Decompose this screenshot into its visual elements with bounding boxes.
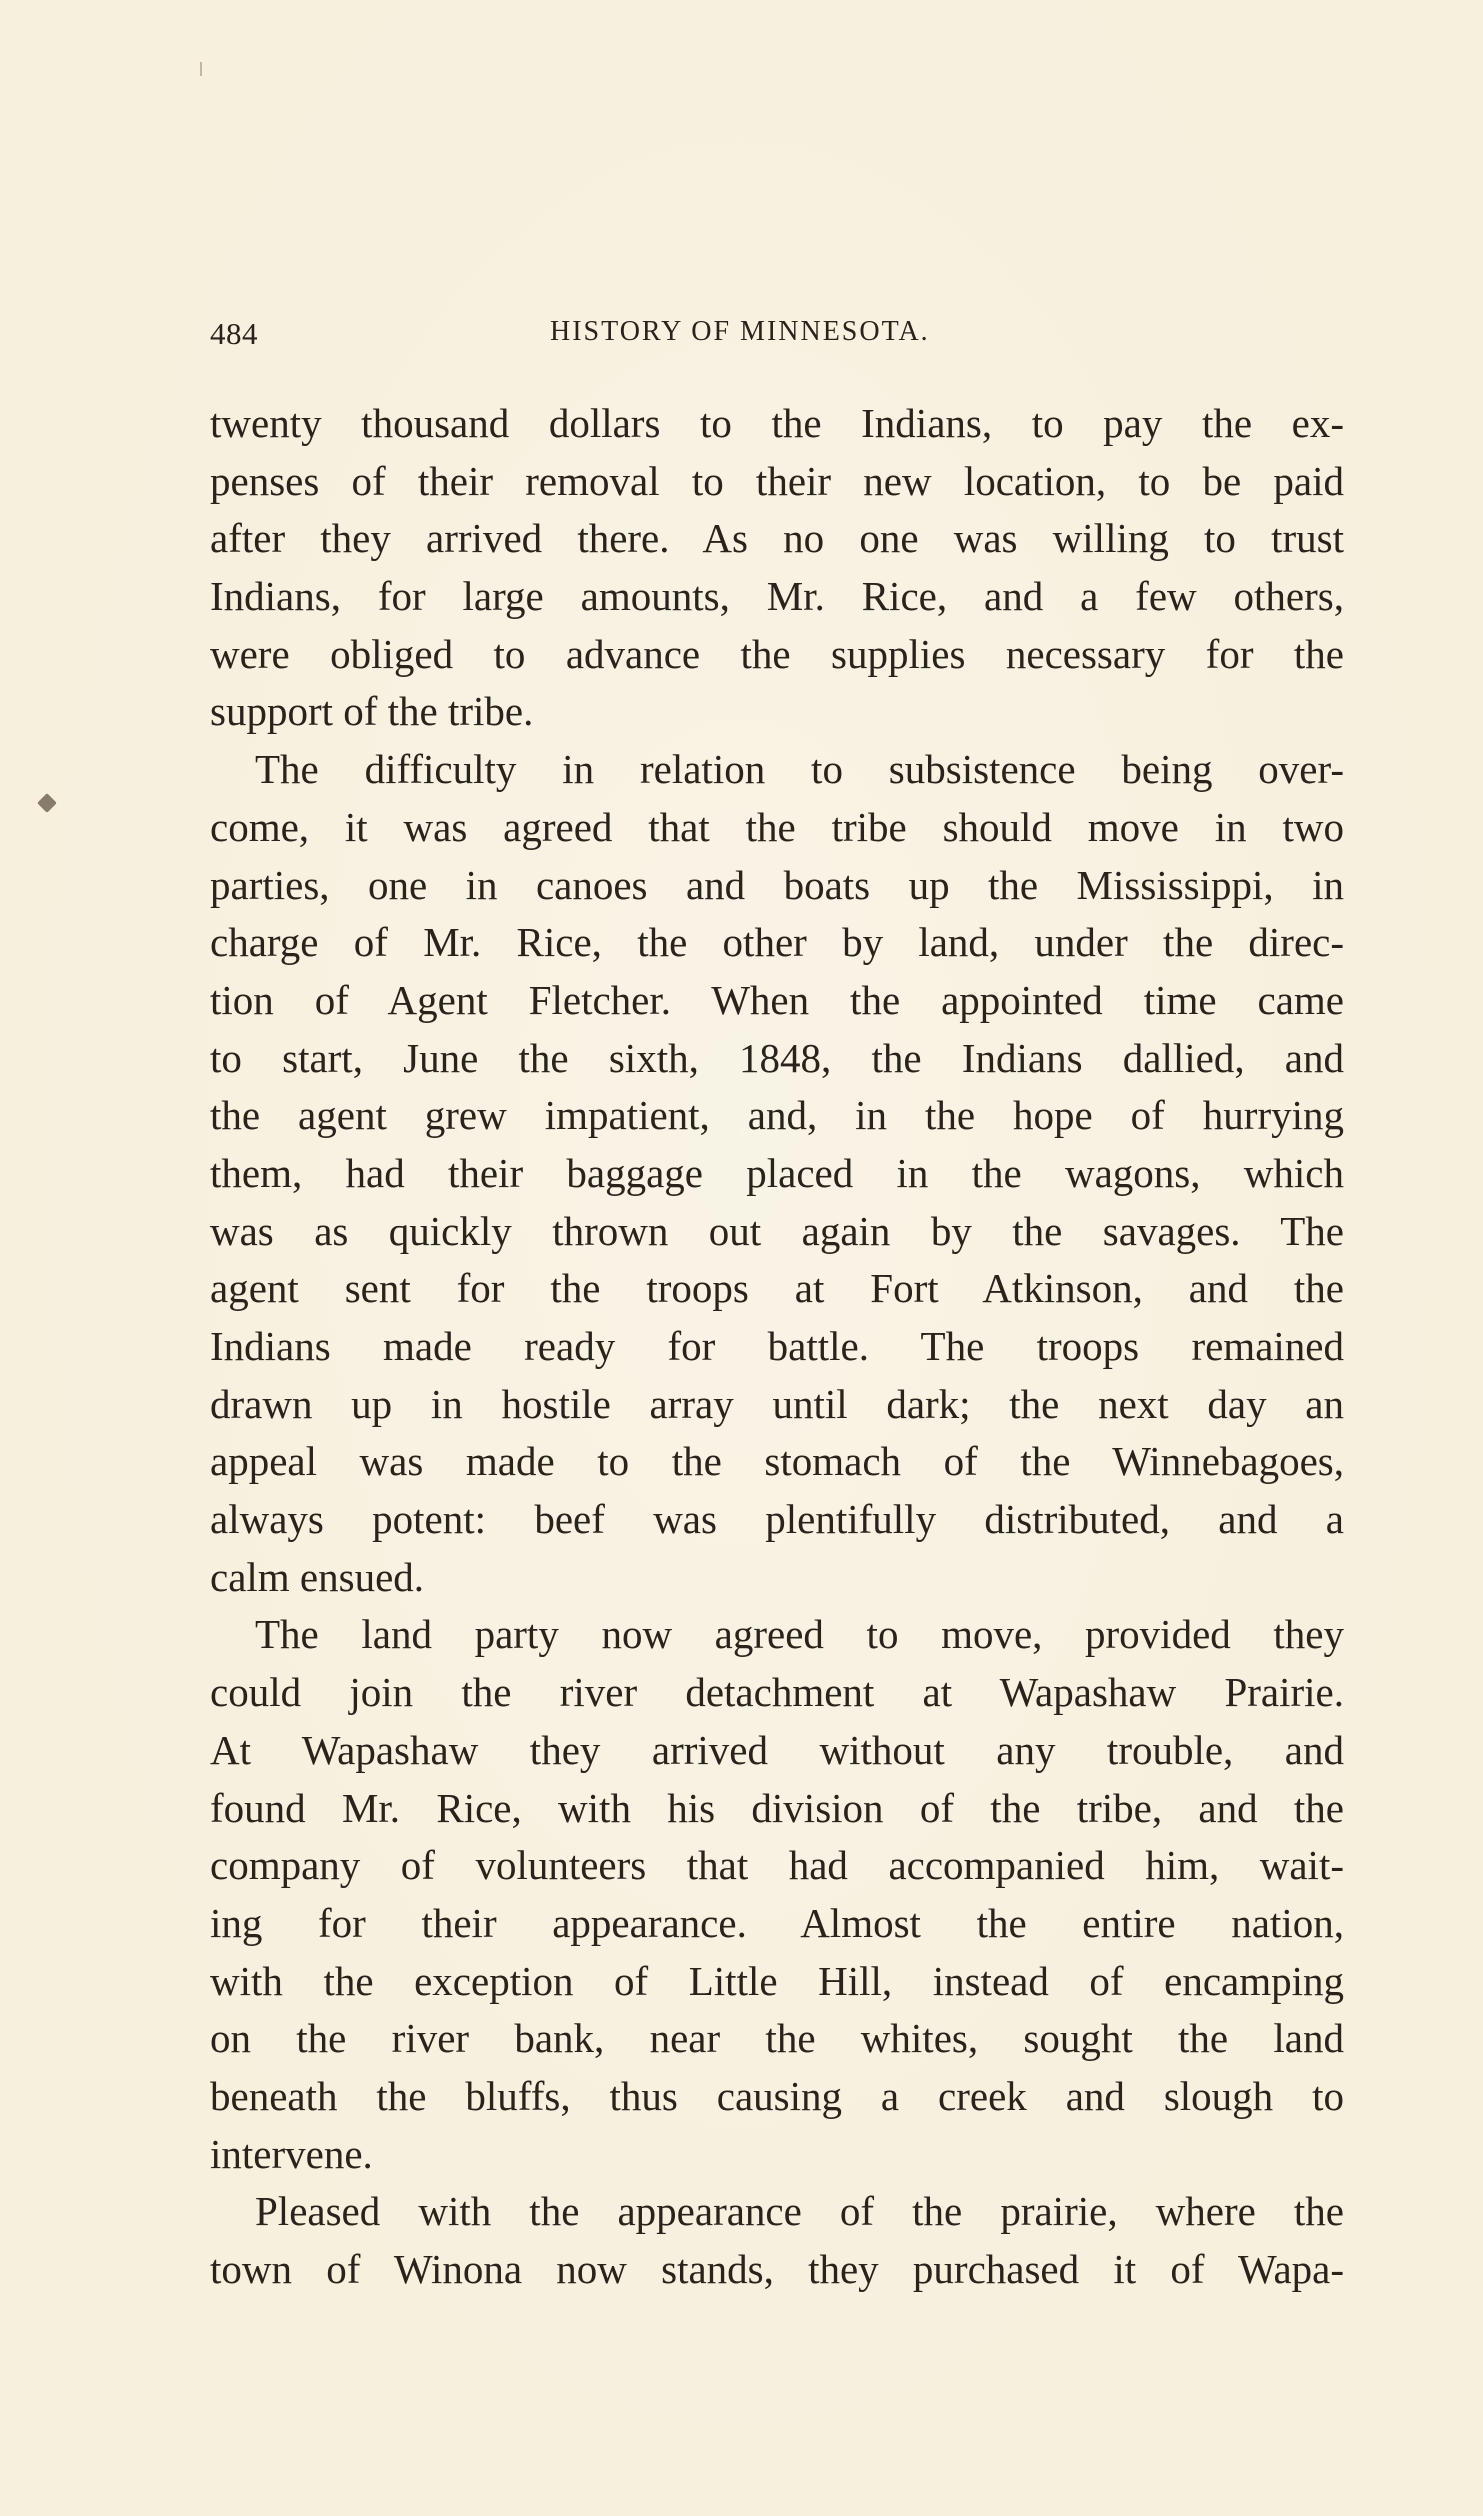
margin-ink-mark [37,793,57,813]
text-line: could join the river detachment at Wapashaw Prairie. [210,1669,1344,1716]
text-line: company of volunteers that had accompanied him, wait- [210,1842,1344,1889]
text-line: parties, one in canoes and boats up the Mississippi, in [210,861,1344,908]
text-line: drawn up in hostile array until dark; the next day an [210,1380,1344,1427]
running-title: HISTORY OF MINNESOTA. [550,316,930,347]
text-line: was as quickly thrown out again by the savages. The [210,1207,1344,1254]
running-header [210,316,1000,356]
text-line: tion of Agent Fletcher. When the appointed time came [210,976,1344,1023]
text-line: the agent grew impatient, and, in the hope of hurrying [210,1092,1344,1139]
text-line: them, had their baggage placed in the wagons, which [210,1149,1344,1196]
text-line: penses of their removal to their new location, to be paid [210,457,1344,504]
text-line: calm ensued. [210,1553,425,1600]
paragraph-start-line: The land party now agreed to move, provided they [255,1611,1344,1658]
text-line: agent sent for the troops at Fort Atkinson, and the [210,1265,1344,1312]
text-line: charge of Mr. Rice, the other by land, under the direc- [210,919,1344,966]
page-number: 484 [210,316,258,351]
text-line: were obliged to advance the supplies necessary for the [210,630,1344,677]
text-line: with the exception of Little Hill, instead of encamping [210,1957,1344,2004]
text-line: to start, June the sixth, 1848, the Indians dallied, and [210,1034,1344,1081]
text-line: twenty thousand dollars to the Indians, to pay the ex- [210,400,1344,446]
text-line: At Wapashaw they arrived without any trouble, and [210,1726,1344,1773]
text-line: town of Winona now stands, they purchased it of Wapa- [210,2246,1344,2292]
text-line: ing for their appearance. Almost the entire nation, [210,1899,1344,1946]
text-line: support of the tribe. [210,688,534,735]
text-line: come, it was agreed that the tribe should move in two [210,803,1344,850]
text-line: always potent: beef was plentifully distributed, and a [210,1496,1344,1543]
stray-ink-mark [200,62,202,76]
text-line: beneath the bluffs, thus causing a creek and slough to [210,2072,1344,2119]
text-line: intervene. [210,2130,373,2177]
text-line: Indians, for large amounts, Mr. Rice, and a few others, [210,573,1344,620]
body-text [210,395,1344,2299]
paragraph-start-line: Pleased with the appearance of the prairie, where the [255,2188,1344,2235]
text-line: on the river bank, near the whites, sought the land [210,2015,1344,2062]
text-line: appeal was made to the stomach of the Winnebagoes, [210,1438,1344,1485]
text-line: Indians made ready for battle. The troops remained [210,1323,1344,1369]
paragraph-start-line: The difficulty in relation to subsistence being over- [255,746,1344,793]
text-line: after they arrived there. As no one was willing to trust [210,515,1344,562]
text-line: found Mr. Rice, with his division of the tribe, and the [210,1784,1344,1831]
